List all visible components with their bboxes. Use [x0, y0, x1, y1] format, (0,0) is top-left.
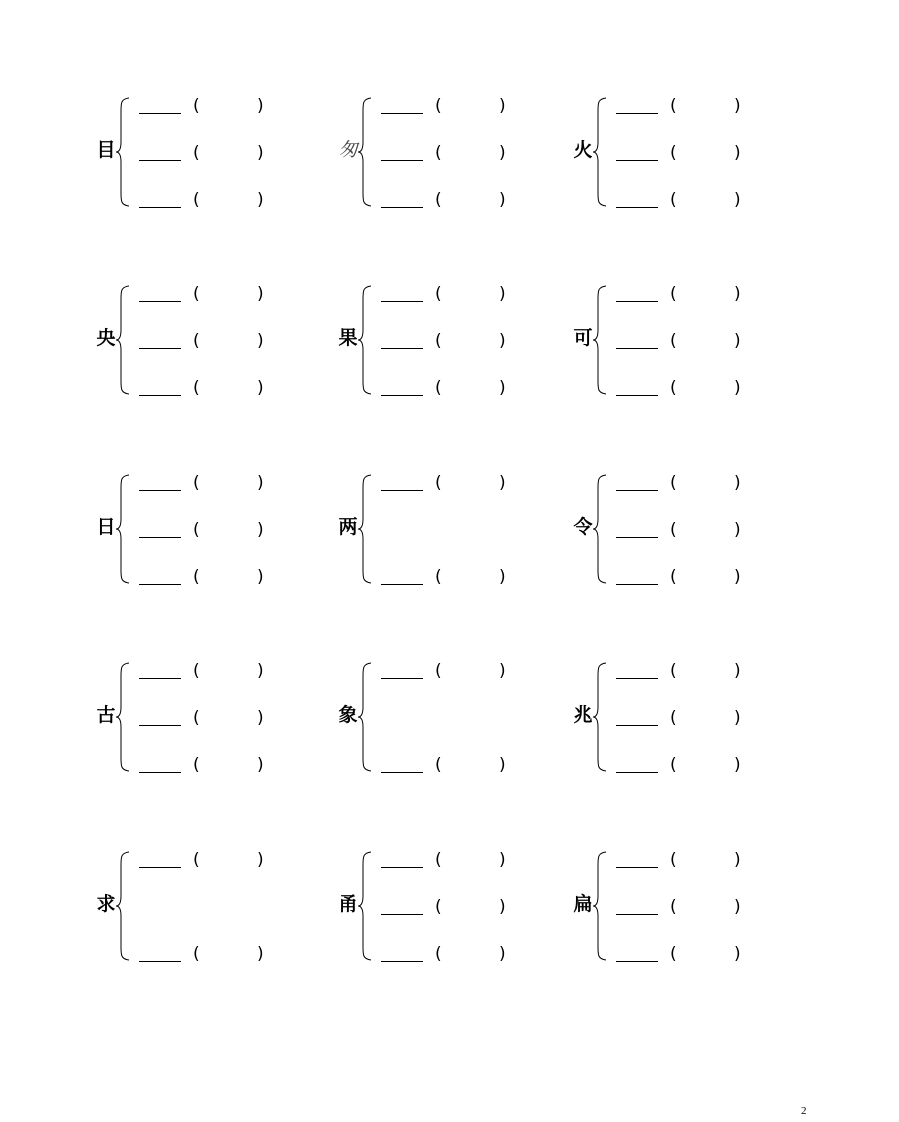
curly-brace-icon — [592, 474, 608, 584]
open-paren: ( — [193, 567, 200, 587]
answer-blank[interactable] — [381, 160, 423, 161]
close-paren: ) — [257, 284, 264, 304]
open-paren: ( — [435, 96, 442, 116]
char-group — [93, 95, 353, 215]
base-character: 求 — [96, 893, 116, 915]
open-paren: ( — [435, 850, 442, 870]
close-paren: ) — [257, 331, 264, 351]
open-paren: ( — [670, 378, 677, 398]
close-paren: ) — [734, 567, 741, 587]
answer-blank[interactable] — [381, 961, 423, 962]
open-paren: ( — [193, 143, 200, 163]
answer-blank[interactable] — [616, 772, 658, 773]
answer-blank[interactable] — [616, 725, 658, 726]
base-character: 古 — [96, 704, 116, 726]
answer-blank[interactable] — [381, 113, 423, 114]
char-group — [570, 95, 830, 215]
curly-brace-icon — [357, 285, 373, 395]
answer-blank[interactable] — [616, 113, 658, 114]
close-paren: ) — [734, 520, 741, 540]
answer-blank[interactable] — [381, 207, 423, 208]
open-paren: ( — [193, 378, 200, 398]
curly-brace-icon — [357, 97, 373, 207]
close-paren: ) — [499, 567, 506, 587]
char-group — [335, 283, 595, 403]
answer-blank[interactable] — [139, 301, 181, 302]
close-paren: ) — [499, 473, 506, 493]
open-paren: ( — [435, 378, 442, 398]
base-character: 果 — [338, 327, 358, 349]
open-paren: ( — [670, 944, 677, 964]
close-paren: ) — [257, 96, 264, 116]
open-paren: ( — [193, 96, 200, 116]
answer-blank[interactable] — [139, 537, 181, 538]
char-group — [335, 472, 595, 592]
open-paren: ( — [670, 190, 677, 210]
char-group — [93, 660, 353, 780]
base-character: 扁 — [573, 893, 593, 915]
close-paren: ) — [499, 850, 506, 870]
open-paren: ( — [193, 850, 200, 870]
curly-brace-icon — [357, 474, 373, 584]
curly-brace-icon — [115, 285, 131, 395]
close-paren: ) — [734, 284, 741, 304]
open-paren: ( — [670, 897, 677, 917]
answer-blank[interactable] — [139, 490, 181, 491]
answer-blank[interactable] — [616, 537, 658, 538]
open-paren: ( — [670, 850, 677, 870]
answer-blank[interactable] — [616, 348, 658, 349]
answer-blank[interactable] — [381, 395, 423, 396]
close-paren: ) — [734, 944, 741, 964]
base-character: 火 — [573, 139, 593, 161]
answer-blank[interactable] — [139, 584, 181, 585]
base-character: 目 — [96, 139, 116, 161]
char-group — [570, 472, 830, 592]
answer-blank[interactable] — [139, 395, 181, 396]
close-paren: ) — [499, 96, 506, 116]
curly-brace-icon — [592, 851, 608, 961]
curly-brace-icon — [592, 662, 608, 772]
close-paren: ) — [257, 850, 264, 870]
answer-blank[interactable] — [381, 678, 423, 679]
open-paren: ( — [435, 284, 442, 304]
open-paren: ( — [435, 331, 442, 351]
close-paren: ) — [499, 378, 506, 398]
answer-blank[interactable] — [381, 348, 423, 349]
answer-blank[interactable] — [381, 584, 423, 585]
close-paren: ) — [734, 96, 741, 116]
curly-brace-icon — [592, 97, 608, 207]
close-paren: ) — [734, 708, 741, 728]
close-paren: ) — [734, 897, 741, 917]
curly-brace-icon — [592, 285, 608, 395]
char-group — [93, 283, 353, 403]
page-number: 2 — [801, 1105, 807, 1117]
open-paren: ( — [435, 190, 442, 210]
close-paren: ) — [499, 284, 506, 304]
open-paren: ( — [670, 96, 677, 116]
answer-blank[interactable] — [381, 490, 423, 491]
open-paren: ( — [193, 520, 200, 540]
char-group — [335, 849, 595, 969]
curly-brace-icon — [115, 97, 131, 207]
open-paren: ( — [435, 143, 442, 163]
close-paren: ) — [257, 378, 264, 398]
open-paren: ( — [670, 661, 677, 681]
open-paren: ( — [670, 331, 677, 351]
close-paren: ) — [499, 897, 506, 917]
answer-blank[interactable] — [139, 867, 181, 868]
open-paren: ( — [193, 944, 200, 964]
answer-blank[interactable] — [616, 160, 658, 161]
answer-blank[interactable] — [381, 301, 423, 302]
base-character: 令 — [573, 516, 593, 538]
open-paren: ( — [435, 944, 442, 964]
answer-blank[interactable] — [381, 914, 423, 915]
close-paren: ) — [734, 850, 741, 870]
close-paren: ) — [257, 520, 264, 540]
curly-brace-icon — [115, 851, 131, 961]
open-paren: ( — [670, 473, 677, 493]
char-group — [93, 472, 353, 592]
base-character: 日 — [96, 516, 116, 538]
open-paren: ( — [193, 755, 200, 775]
curly-brace-icon — [357, 662, 373, 772]
base-character: 可 — [573, 327, 593, 349]
char-group — [335, 660, 595, 780]
close-paren: ) — [257, 944, 264, 964]
answer-blank[interactable] — [139, 348, 181, 349]
open-paren: ( — [435, 567, 442, 587]
open-paren: ( — [670, 520, 677, 540]
open-paren: ( — [670, 143, 677, 163]
close-paren: ) — [257, 755, 264, 775]
open-paren: ( — [193, 708, 200, 728]
base-character: 象 — [338, 704, 358, 726]
base-character: 央 — [96, 327, 116, 349]
answer-blank[interactable] — [139, 113, 181, 114]
char-group — [570, 283, 830, 403]
curly-brace-icon — [357, 851, 373, 961]
answer-blank[interactable] — [616, 395, 658, 396]
base-character: 两 — [338, 516, 358, 538]
open-paren: ( — [193, 190, 200, 210]
open-paren: ( — [193, 331, 200, 351]
open-paren: ( — [193, 661, 200, 681]
answer-blank[interactable] — [616, 301, 658, 302]
answer-blank[interactable] — [139, 207, 181, 208]
open-paren: ( — [435, 661, 442, 681]
open-paren: ( — [435, 897, 442, 917]
close-paren: ) — [257, 567, 264, 587]
answer-blank[interactable] — [381, 867, 423, 868]
close-paren: ) — [499, 143, 506, 163]
answer-blank[interactable] — [139, 772, 181, 773]
close-paren: ) — [257, 708, 264, 728]
base-character: 甬 — [338, 893, 358, 915]
answer-blank[interactable] — [616, 961, 658, 962]
char-group — [335, 95, 595, 215]
close-paren: ) — [499, 944, 506, 964]
open-paren: ( — [193, 284, 200, 304]
base-character: 兆 — [573, 704, 593, 726]
close-paren: ) — [734, 755, 741, 775]
answer-blank[interactable] — [616, 867, 658, 868]
open-paren: ( — [435, 473, 442, 493]
answer-blank[interactable] — [139, 678, 181, 679]
close-paren: ) — [257, 190, 264, 210]
close-paren: ) — [257, 473, 264, 493]
char-group — [93, 849, 353, 969]
close-paren: ) — [499, 331, 506, 351]
close-paren: ) — [734, 378, 741, 398]
answer-blank[interactable] — [616, 490, 658, 491]
char-group — [570, 660, 830, 780]
answer-blank[interactable] — [139, 725, 181, 726]
answer-blank[interactable] — [381, 772, 423, 773]
answer-blank[interactable] — [616, 678, 658, 679]
open-paren: ( — [670, 567, 677, 587]
close-paren: ) — [257, 143, 264, 163]
close-paren: ) — [499, 755, 506, 775]
char-group — [570, 849, 830, 969]
curly-brace-icon — [115, 662, 131, 772]
close-paren: ) — [734, 143, 741, 163]
answer-blank[interactable] — [139, 961, 181, 962]
answer-blank[interactable] — [139, 160, 181, 161]
close-paren: ) — [734, 331, 741, 351]
close-paren: ) — [257, 661, 264, 681]
close-paren: ) — [499, 190, 506, 210]
answer-blank[interactable] — [616, 584, 658, 585]
base-character: 匆 — [338, 139, 358, 161]
open-paren: ( — [435, 755, 442, 775]
answer-blank[interactable] — [616, 914, 658, 915]
open-paren: ( — [670, 284, 677, 304]
close-paren: ) — [734, 473, 741, 493]
close-paren: ) — [734, 661, 741, 681]
open-paren: ( — [670, 708, 677, 728]
open-paren: ( — [670, 755, 677, 775]
open-paren: ( — [193, 473, 200, 493]
close-paren: ) — [734, 190, 741, 210]
close-paren: ) — [499, 661, 506, 681]
answer-blank[interactable] — [616, 207, 658, 208]
curly-brace-icon — [115, 474, 131, 584]
